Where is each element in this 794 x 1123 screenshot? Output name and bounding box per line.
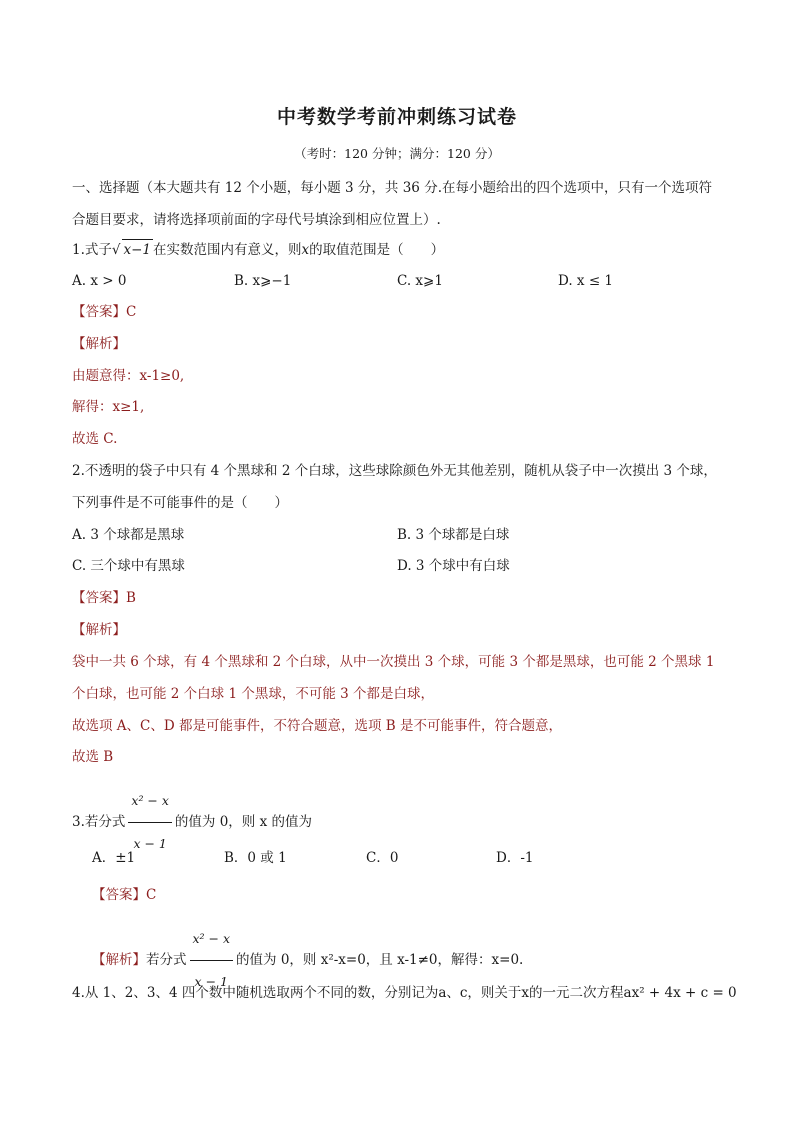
q1-answer: 【答案】C bbox=[72, 304, 137, 320]
section-instructions-line1: 一、选择题（本大题共有 12 个小题，每小题 3 分，共 36 分.在每小题给出的四个选项中，只有一个选项符 bbox=[72, 180, 712, 196]
q3-text-before: 3.若分式 bbox=[72, 814, 126, 830]
q1-text-mid: 在实数范围内有意义，则 bbox=[153, 242, 302, 258]
q1-option-c: C. x⩾1 bbox=[397, 273, 443, 289]
page-subtitle: （考时：120 分钟；满分：120 分） bbox=[294, 146, 500, 161]
q3-analysis-fraction-numerator: x² − x bbox=[190, 920, 234, 961]
question-1-stem bbox=[72, 239, 444, 260]
q3-analysis-label: 【解析】 bbox=[92, 952, 146, 968]
q2-analysis-line4: 故选 B bbox=[72, 749, 114, 765]
q3-option-c: C．0 bbox=[366, 850, 399, 866]
q1-var: x bbox=[301, 242, 310, 258]
q3-fraction-numerator: x² − x bbox=[128, 782, 172, 823]
q1-radicand: x−1 bbox=[122, 239, 154, 260]
q1-analysis-line2: 解得：x≥1, bbox=[72, 399, 145, 415]
q1-analysis-line3: 故选 C. bbox=[72, 431, 118, 447]
q3-option-d: D．-1 bbox=[496, 850, 534, 866]
q3-option-b: B．0 或 1 bbox=[224, 850, 287, 866]
q3-analysis-fraction-denominator: x − 1 bbox=[194, 974, 228, 989]
q2-option-b: B. 3 个球都是白球 bbox=[397, 527, 510, 543]
q1-option-b: B. x⩾−1 bbox=[234, 273, 292, 289]
q1-analysis-line1: 由题意得：x-1≥0, bbox=[72, 368, 185, 384]
q3-analysis-after: 的值为 0，则 x²-x=0，且 x-1≠0，解得：x=0. bbox=[236, 952, 524, 968]
q2-analysis-label: 【解析】 bbox=[72, 622, 126, 638]
q3-option-a: A．±1 bbox=[92, 850, 136, 866]
section-instructions-line2: 合题目要求，请将选择项前面的字母代号填涂到相应位置上）. bbox=[72, 212, 441, 228]
question-2-stem-line2: 下列事件是不可能事件的是（ ） bbox=[72, 495, 288, 511]
q2-analysis-line1: 袋中一共 6 个球，有 4 个黑球和 2 个白球，从中一次摸出 3 个球，可能 3 个都是黑球，也可能 2 个黑球 1 bbox=[72, 654, 715, 670]
sqrt-symbol: √ bbox=[111, 242, 121, 258]
q1-text-after: 的取值范围是（ ） bbox=[309, 242, 445, 258]
q1-option-a: A. x > 0 bbox=[72, 273, 127, 289]
q1-option-d: D. x ≤ 1 bbox=[558, 273, 614, 289]
question-4-stem-line1: 4.从 1、2、3、4 四个数中随机选取两个不同的数，分别记为a、c，则关于x的一元二次方程ax² + 4x + c = 0 bbox=[72, 985, 737, 1001]
q2-analysis-line2: 个白球，也可能 2 个白球 1 个黑球，不可能 3 个都是白球， bbox=[72, 686, 435, 702]
page-title: 中考数学考前冲刺练习试卷 bbox=[276, 106, 517, 128]
q1-analysis-label: 【解析】 bbox=[72, 336, 126, 352]
q2-option-a: A. 3 个球都是黑球 bbox=[72, 527, 185, 543]
q2-answer: 【答案】B bbox=[72, 590, 136, 606]
q1-text-before: 1.式子 bbox=[72, 242, 112, 258]
q2-option-d: D. 3 个球中有白球 bbox=[397, 558, 510, 574]
q3-answer: 【答案】C bbox=[92, 887, 157, 903]
q3-text-after: 的值为 0，则 x 的值为 bbox=[174, 814, 312, 830]
q3-analysis-before: 若分式 bbox=[146, 952, 187, 968]
q3-fraction-denominator: x − 1 bbox=[133, 836, 167, 851]
q2-option-c: C. 三个球中有黑球 bbox=[72, 558, 185, 574]
question-2-stem-line1: 2.不透明的袋子中只有 4 个黑球和 2 个白球，这些球除颜色外无其他差别，随机从袋子中一次摸出 3 个球， bbox=[72, 463, 717, 479]
q2-analysis-line3: 故选项 A、C、D 都是可能事件，不符合题意，选项 B 是不可能事件，符合题意， bbox=[72, 718, 562, 734]
